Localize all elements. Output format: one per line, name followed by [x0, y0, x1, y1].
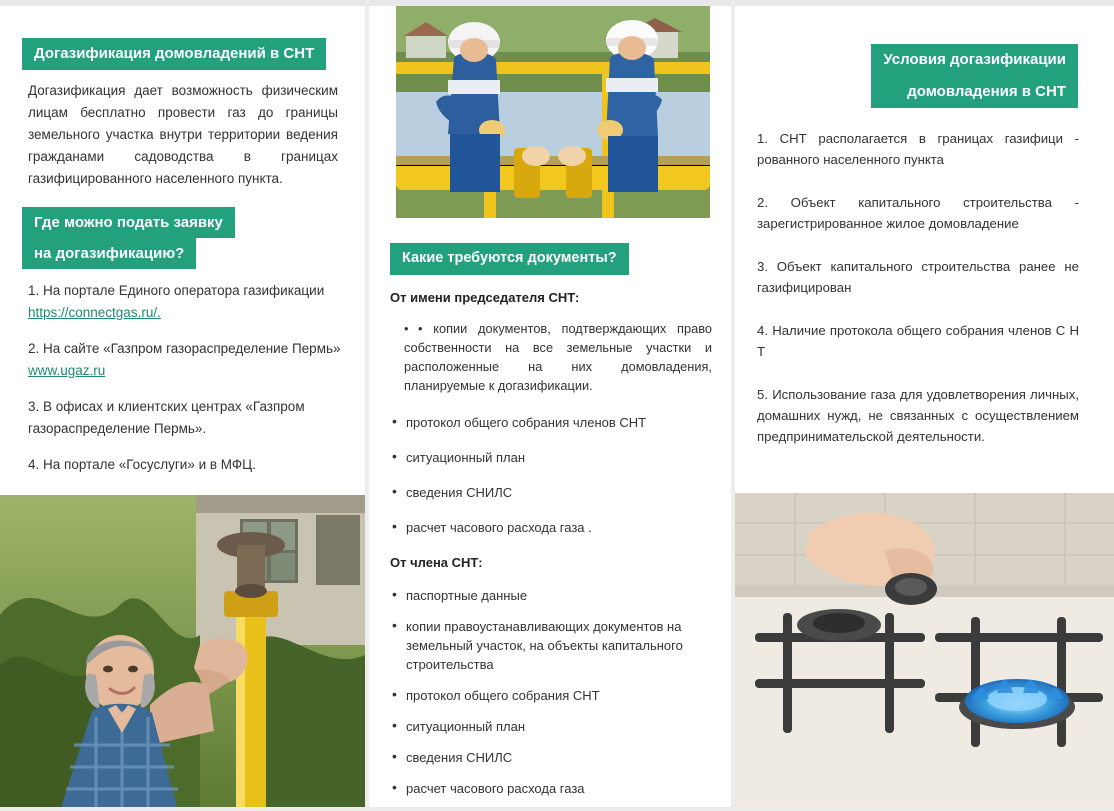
left-apply-item-3: 3. В офисах и клиентских центрах «Газпром газораспределение Пермь». [28, 399, 305, 436]
left-heading-1 [22, 38, 326, 70]
bottom-divider [0, 807, 1114, 811]
list-item: • сведения СНИЛС [390, 483, 712, 502]
list-item: • копии правоустанавливающих документов на земельный участок, на объекты капитального строительства [390, 617, 712, 674]
right-heading-line1: Условия догазификации [871, 44, 1078, 76]
condition-item-1: 1. СНТ располагается в границах газифици - рованного населенного пункта [757, 131, 1079, 167]
list-item: • протокол общего собрания СНТ [390, 686, 712, 705]
list-item: • протокол общего собрания членов СНТ [390, 413, 712, 432]
middle-heading [390, 243, 629, 275]
left-heading-2 [22, 207, 247, 269]
list-item: • ситуационный план [390, 717, 712, 736]
list-item: • расчет часового расхода газа . [390, 518, 712, 537]
list-item: • расчет часового расхода газа [390, 779, 712, 798]
member-section-title: От члена СНТ: [390, 555, 483, 570]
ugaz-link[interactable]: www.ugaz.ru [28, 363, 106, 378]
left-apply-item-2 [28, 338, 348, 382]
list-item: • сведения СНИЛС [390, 748, 712, 767]
middle-heading-label: Какие требуются документы? [390, 243, 629, 275]
left-apply-item-1 [28, 280, 348, 324]
left-apply-list [28, 280, 348, 490]
connectgas-link[interactable]: https://connectgas.ru/. [28, 305, 161, 320]
list-item: • ситуационный план [390, 448, 712, 467]
conditions-list [757, 128, 1079, 469]
list-item: • паспортные данные [390, 586, 712, 605]
condition-item-4: 4. Наличие протокола общего собрания членов С Н Т [757, 323, 1079, 359]
condition-item-5: 5. Использование газа для удовлетворения личных, домашних нужд, не связанных с осуществлением предпринимательской деятельности. [757, 387, 1079, 444]
left-photo [0, 495, 365, 811]
right-heading [871, 44, 1078, 108]
left-apply-item-1-text: 1. На портале Единого оператора газификации [28, 283, 325, 298]
middle-photo [396, 6, 710, 218]
condition-item-3: 3. Объект капитального строительства ранее не газифицирован [757, 259, 1079, 295]
left-apply-item-4: 4. На портале «Госуслуги» и в МФЦ. [28, 457, 256, 472]
left-intro-paragraph: Догазификация дает возможность физическим лицам бесплатно провести газ до границы земельного участка внутри территории ведения гражданами садоводства в границах газифицированного населенного пункта. [28, 83, 338, 186]
left-heading-2-line2: на догазификацию? [22, 238, 196, 269]
left-heading-2-line1: Где можно подать заявку [22, 207, 235, 238]
chairman-section-title: От имени председателя СНТ: [390, 290, 580, 305]
chairman-intro-text: • • копии документов, подтверждающих право собственности на все земельные участки и расположенные на них домовладения, планируемые к догазификации. [390, 319, 712, 395]
left-apply-item-2-text: 2. На сайте «Газпром газораспределение Пермь» [28, 341, 341, 356]
left-heading-1-label: Догазификация домовладений в СНТ [22, 38, 326, 70]
middle-body [390, 288, 712, 810]
member-doc-list [390, 586, 712, 798]
right-heading-line2: домовладения в СНТ [871, 76, 1078, 108]
chairman-doc-list [390, 413, 712, 537]
right-photo [735, 493, 1114, 811]
condition-item-2: 2. Объект капитального строительства - зарегистрированное жилое домовладение [757, 195, 1079, 231]
